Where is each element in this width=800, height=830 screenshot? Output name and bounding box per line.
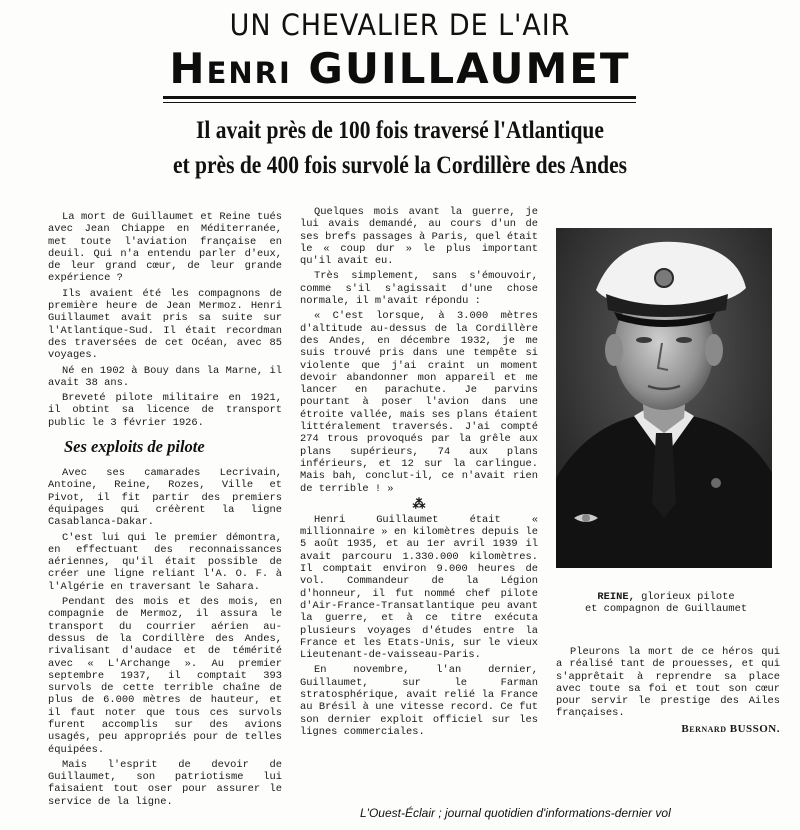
paragraph: La mort de Guillaumet et Reine tués avec Jean Chiappe en Méditerranée, met toute l'aviation française en deuil. Qui n'a entendu parler d'eux, de leur grand cœur, de leur grande expérience ? bbox=[48, 211, 282, 285]
caption-description: glorieux pilote bbox=[641, 591, 735, 603]
paragraph: Né en 1902 à Bouy dans la Marne, il avait 38 ans. bbox=[48, 364, 282, 389]
paragraph: Avec ses camarades Lecrivain, Antoine, Reine, Rozes, Ville et Pivot, il fit partir des premiers équipages qui créèrent la ligne Casablanca-Dakar. bbox=[48, 467, 282, 529]
source-credit: L'Ouest-Éclair ; journal quotidien d'informations-dernier vol bbox=[360, 806, 671, 820]
article-column-3 bbox=[556, 646, 780, 735]
caption-name: REINE, bbox=[597, 591, 635, 603]
paragraph: Breveté pilote militaire en 1921, il obtint sa licence de transport public le 3 février 1926. bbox=[48, 392, 282, 429]
headline-rule-thick bbox=[163, 96, 636, 99]
caption-line-2: et compagnon de Guillaumet bbox=[584, 603, 748, 616]
headline-rule-thin bbox=[163, 102, 636, 103]
paragraph: Mais l'esprit de devoir de Guillaumet, son patriotisme lui faisaient tout oser pour assurer le service de la ligne. bbox=[48, 758, 282, 808]
article-column-1 bbox=[48, 211, 282, 811]
paragraph: C'est lui qui le premier démontra, en effectuant des reconnaissances aériennes, qu'il était possible de créer une ligne reliant l'A. O. F. à l'Algérie en traversant le Sahara. bbox=[48, 531, 282, 593]
kicker-headline: UN CHEVALIER DE L'AIR bbox=[229, 8, 571, 42]
paragraph: Ils avaient été les compagnons de première heure de Jean Mermoz. Henri Guillaumet avait pris sa suite sur l'Atlantique-Sud. Il était recordman des traversées de cet Océan, avec 85 voyages. bbox=[48, 287, 282, 362]
section-subhead: Ses exploits de pilote bbox=[64, 437, 205, 457]
paragraph: Quelques mois avant la guerre, je lui avais demandé, au cours d'un de ses brefs passages à Paris, quel était le « coup dur » le plus important qu'il avait eu. bbox=[300, 206, 538, 268]
deck-line-1: Il avait près de 100 fois traversé l'Atlantique bbox=[196, 117, 604, 144]
quote-paragraph: « C'est lorsque, à 3.000 mètres d'altitude au-dessus de la Cordillère des Andes, en décembre 1932, je me suis trouvé pris dans une tempête si violente que j'ai craint un moment devoir abandonner mon appareil et me lancer en parachute. Je parvins pourtant à poser l'avion dans une étroite vallée, mais ses plans étaient littéralement traversés. J'ai compté 274 trous provoqués par la grêle aux plans supérieurs, 74 aux plans inférieurs, et 12 sur la carlingue. Mais bah, conclut-il, ce n'avait rien de terrible ! » bbox=[300, 310, 538, 495]
paragraph: En novembre, l'an dernier, Guillaumet, sur le Farman stratosphérique, avait relié la France au Brésil à une vitesse record. Ce fut son dernier exploit officiel sur les lignes commerciales. bbox=[300, 664, 538, 738]
main-headline: Henri GUILLAUMET bbox=[169, 44, 631, 93]
paragraph: Très simplement, sans s'émouvoir, comme s'il s'agissait d'une chose normale, il m'avait répondu : bbox=[300, 270, 538, 308]
portrait-photo-reine bbox=[556, 228, 772, 568]
photo-caption bbox=[556, 591, 776, 616]
portrait-illustration bbox=[556, 228, 772, 568]
article-column-2 bbox=[300, 206, 538, 741]
author-signature: Bernard BUSSON. bbox=[681, 722, 780, 735]
paragraph: Henri Guillaumet était « millionnaire » en kilomètres depuis le 5 août 1935, et au 1er avril 1939 il avait parcouru 1.330.000 kilomètres. Il comptait environ 9.000 heures de vol. Commandeur de la Légion d'honneur, il fut nommé chef pilote d'Air-France-Transatlantique peu avant la guerre, et à ce titre exécuta plusieurs voyages d'études entre la France et les Etats-Unis, sur le vieux Lieutenant-de-vaisseau-Paris. bbox=[300, 513, 538, 662]
section-separator-stars: ⁂ bbox=[412, 496, 426, 512]
closing-paragraph: Pleurons la mort de ce héros qui a réalisé tant de prouesses, et qui s'apprêtait à reprendre sa place avec toute sa foi et tout son cœur pour servir le prestige des Ailes françaises. bbox=[556, 646, 780, 720]
paragraph: Pendant des mois et des mois, en compagnie de Mermoz, il assura le transport du courrier aérien au-dessus de la Cordillère des Andes, rivalisant d'audace et de témérité avec « L'Archange ». Au premier septembre 1937, il comptait 393 survols de cette terrible chaîne de plus de 6.000 mètres de hauteur, et il faut noter que tous ces survols furent accomplis sur des avions usagés, peu appropriés pour de telles équipées. bbox=[48, 596, 282, 756]
deck-line-2: et près de 400 fois survolé la Cordillère des Andes bbox=[172, 152, 628, 179]
